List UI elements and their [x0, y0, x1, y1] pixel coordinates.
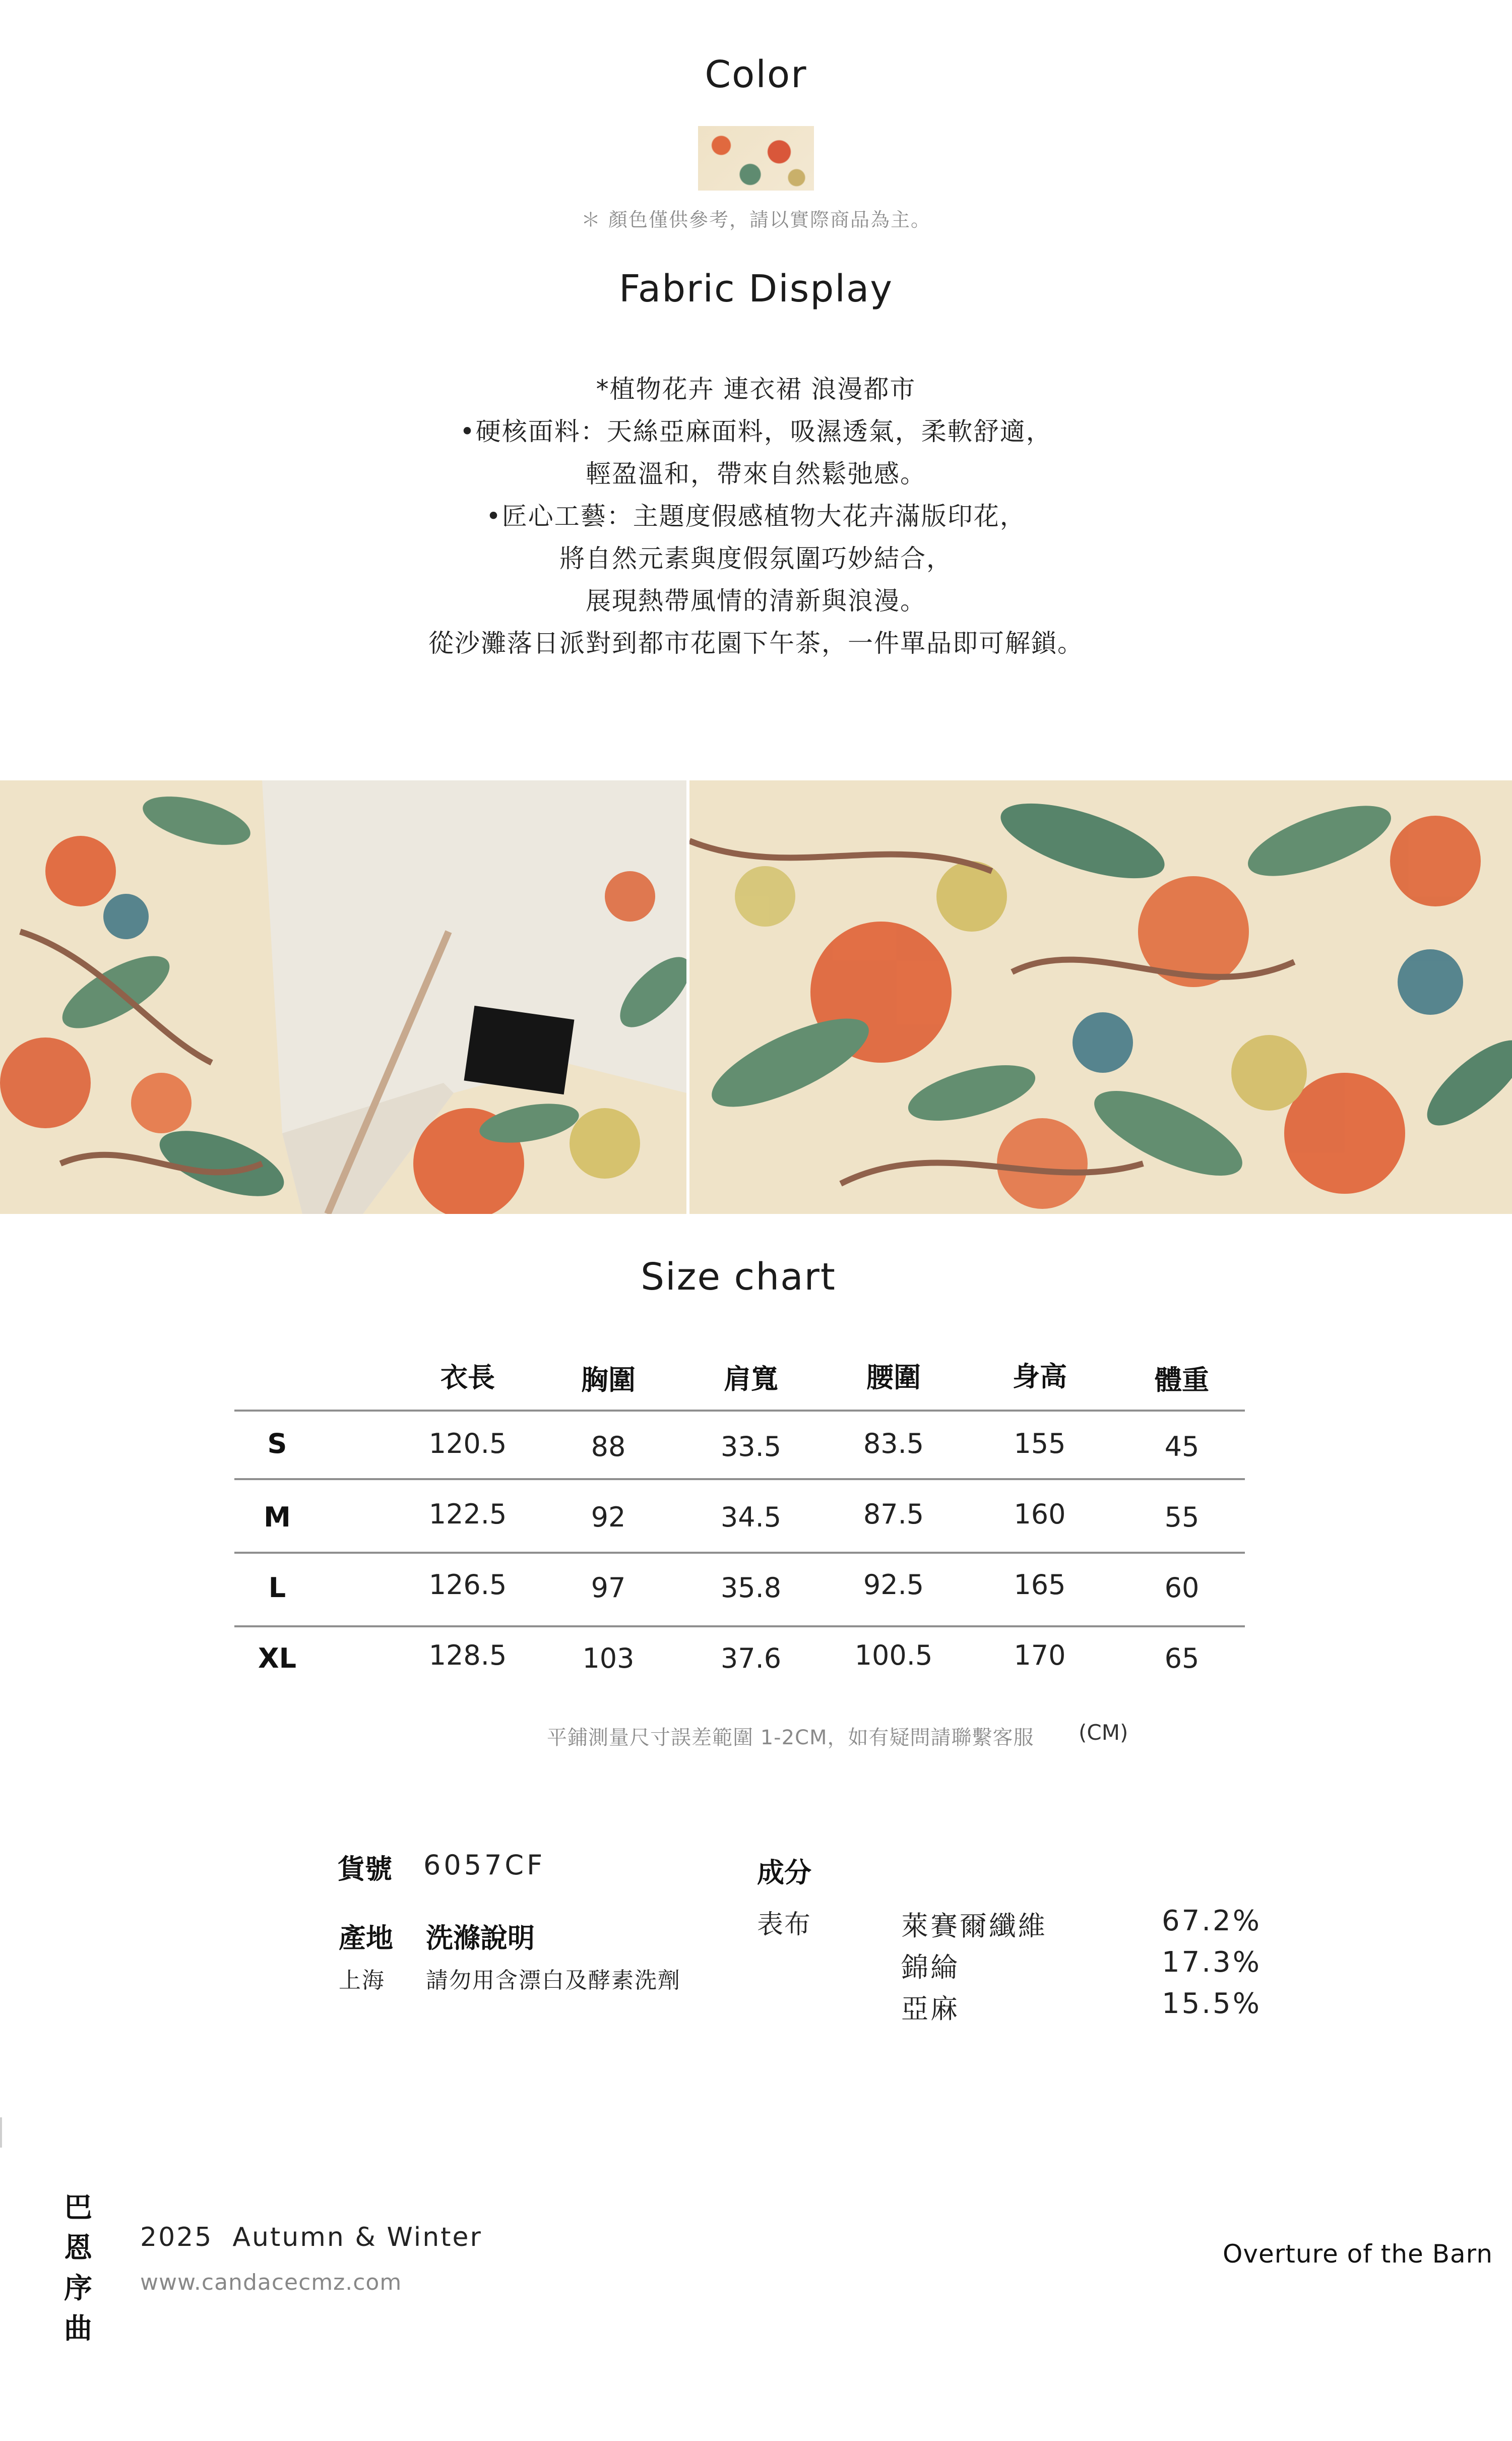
material-pct: 15.5% [1162, 1987, 1262, 2020]
sku-label: 貨號 [338, 1853, 392, 1885]
table-cell: 87.5 [863, 1498, 924, 1530]
table-cell: 122.5 [428, 1498, 507, 1530]
row-size-xl: XL [258, 1642, 297, 1674]
table-cell: 55 [1164, 1501, 1200, 1533]
table-rule [234, 1552, 1245, 1554]
origin-value: 上海 [339, 1968, 385, 1993]
table-rule [234, 1410, 1245, 1412]
col-header-shoulder: 肩寬 [724, 1363, 778, 1395]
origin-label: 產地 [339, 1922, 393, 1954]
row-size-l: L [268, 1572, 286, 1604]
desc-line: 從沙灘落日派對到都市花園下午茶，一件單品即可解鎖。 [428, 629, 1084, 658]
desc-line: •匠心工藝：主題度假感植物大花卉滿版印花， [486, 502, 1026, 531]
table-cell: 92 [591, 1501, 626, 1533]
table-cell: 60 [1164, 1572, 1200, 1604]
table-cell: 45 [1164, 1431, 1200, 1462]
desc-line: 輕盈溫和，帶來自然鬆弛感。 [586, 459, 926, 489]
table-cell: 34.5 [720, 1501, 782, 1533]
material-name: 萊賽爾纖維 [901, 1910, 1047, 1942]
row-size-m: M [264, 1501, 291, 1533]
desc-line: 將自然元素與度假氛圍巧妙結合， [559, 544, 953, 573]
table-cell: 100.5 [854, 1639, 933, 1671]
col-header-weight: 體重 [1155, 1364, 1209, 1396]
season-label: 2025 Autumn & Winter [140, 2222, 482, 2252]
col-header-waist: 腰圍 [866, 1362, 921, 1393]
collection-name: Overture of the Barn [1223, 2239, 1493, 2269]
table-cell: 97 [591, 1572, 626, 1604]
wash-label: 洗滌說明 [426, 1922, 535, 1954]
desc-line: *植物花卉 連衣裙 浪漫都市 [596, 375, 916, 404]
website-link[interactable]: www.candacecmz.com [140, 2270, 402, 2295]
vertical-title-char: 巴 [64, 2191, 92, 2224]
table-cell: 35.8 [720, 1572, 782, 1604]
row-size-s: S [267, 1428, 287, 1459]
fabric-description [0, 368, 1512, 664]
table-cell: 160 [1014, 1498, 1066, 1530]
fabric-heading: Fabric Display [618, 267, 894, 311]
col-header-length: 衣長 [440, 1362, 495, 1393]
wash-value: 請勿用含漂白及酵素洗劑 [426, 1968, 681, 1993]
material-name: 亞麻 [901, 1993, 960, 2025]
color-note: ＊ 顏色僅供參考，請以實際商品為主。 [581, 209, 931, 231]
edge-divider [0, 2117, 2, 2148]
table-cell: 128.5 [428, 1639, 507, 1671]
sku-value: 6057CF [423, 1849, 546, 1881]
vertical-title-char: 序 [64, 2272, 92, 2305]
desc-line: 展現熱帶風情的清新與浪漫。 [586, 586, 926, 616]
table-cell: 65 [1164, 1642, 1200, 1674]
table-rule [234, 1625, 1245, 1627]
material-pct: 17.3% [1162, 1946, 1262, 1979]
material-name: 錦綸 [901, 1951, 960, 1983]
table-cell: 120.5 [428, 1428, 507, 1459]
size-chart-note: 平鋪測量尺寸誤差範圍 1-2CM，如有疑問請聯繫客服 [547, 1726, 1034, 1749]
fabric-label: 表布 [757, 1910, 812, 1940]
material-pct: 67.2% [1162, 1905, 1262, 1937]
table-cell: 37.6 [720, 1642, 782, 1674]
color-swatch[interactable] [698, 126, 814, 191]
composition-label: 成分 [757, 1857, 811, 1888]
table-cell: 88 [591, 1431, 626, 1462]
table-cell: 83.5 [863, 1428, 924, 1459]
table-cell: 103 [582, 1642, 635, 1674]
table-cell: 155 [1014, 1428, 1066, 1459]
table-cell: 126.5 [428, 1569, 507, 1601]
vertical-title-char: 恩 [64, 2232, 92, 2265]
size-chart-heading: Size chart [641, 1255, 836, 1299]
table-cell: 92.5 [863, 1569, 924, 1601]
col-header-bust: 胸圍 [581, 1364, 636, 1396]
col-header-height: 身高 [1013, 1361, 1067, 1392]
table-rule [234, 1478, 1245, 1480]
color-heading: Color [705, 53, 807, 96]
fabric-photo-print [689, 780, 1512, 1214]
vertical-brand-title [60, 2188, 96, 2349]
vertical-title-text [60, 2188, 96, 2349]
table-cell: 170 [1014, 1639, 1066, 1671]
fabric-photo-neckline [0, 780, 686, 1214]
desc-line: •硬核面料：天絲亞麻面料，吸濕透氣，柔軟舒適， [460, 417, 1052, 446]
table-cell: 165 [1014, 1569, 1066, 1601]
size-chart-unit: (CM) [1079, 1720, 1128, 1745]
vertical-title-char: 曲 [64, 2312, 92, 2345]
table-cell: 33.5 [720, 1431, 782, 1462]
